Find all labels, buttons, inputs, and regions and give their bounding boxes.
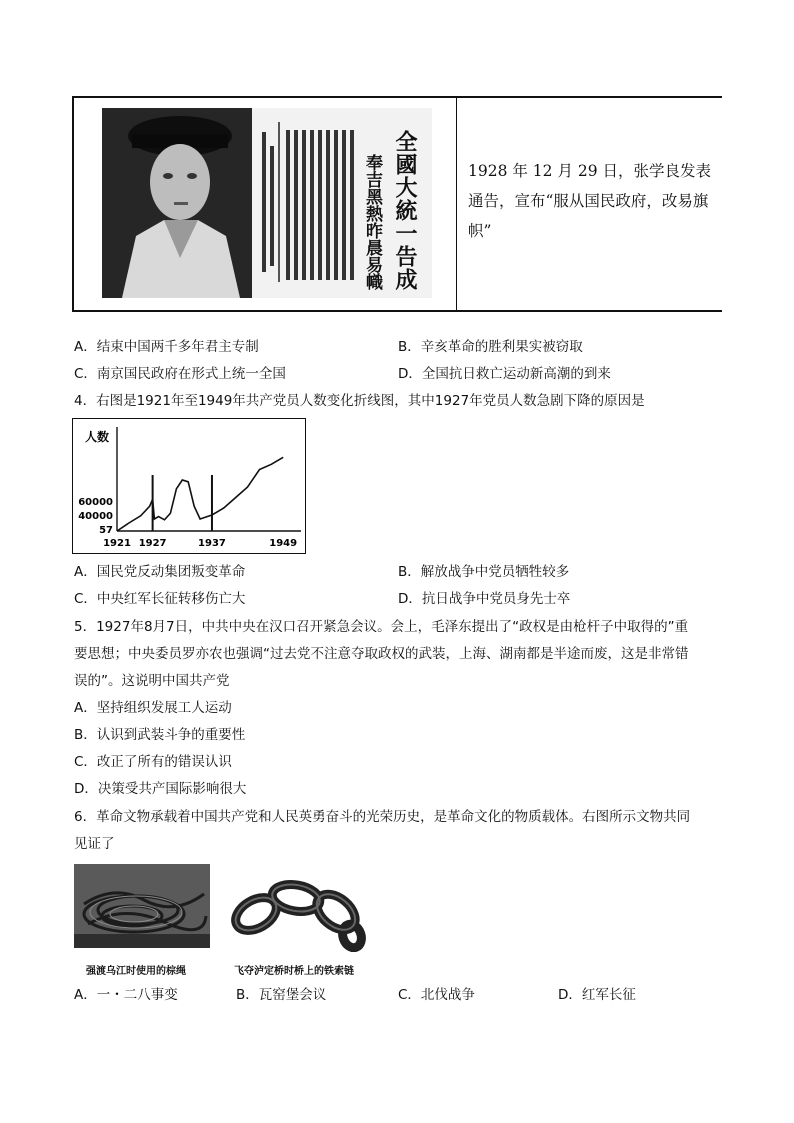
- party-membership-chart: [72, 418, 306, 554]
- palm-rope-photo: [74, 864, 210, 948]
- q3-option-b: B．辛亥革命的胜利果实被窃取: [398, 339, 583, 355]
- q5-stem-line-2: 要思想；中央委员罗亦农也强调“过去党不注意夺取政权的武装，上海、湖南都是半途而废，这是非常错: [74, 646, 689, 662]
- q6-option-c: C．北伐战争: [398, 987, 475, 1003]
- q5-option-d: D．决策受共产国际影响很大: [74, 781, 247, 797]
- q5-option-a: A．坚持组织发展工人运动: [74, 700, 232, 716]
- chart-series-line-0: [117, 457, 283, 531]
- chart-x-tick-label: 1927: [138, 538, 167, 549]
- q3-option-d: D．全国抗日救亡运动新高潮的到来: [398, 366, 611, 382]
- q3-option-c: C．南京国民政府在形式上统一全国: [74, 366, 286, 382]
- chart-y-label: 人数: [85, 430, 110, 444]
- q6-stem-line-2: 见证了: [74, 836, 115, 852]
- newspaper-body-text-image: [260, 126, 356, 286]
- q5-stem-line-3: 误的”。这说明中国共产党: [74, 673, 230, 689]
- portrait-photo: [102, 108, 252, 298]
- newspaper-clipping-image: [102, 108, 432, 298]
- q4-stem: 4．右图是1921年至1949年共产党员人数变化折线图，其中1927年党员人数急剧下降的原因是: [74, 393, 645, 409]
- q5-stem-line-1: 5．1927年8月7日，中共中央在汉口召开紧急会议。会上，毛泽东提出了“政权是由枪杆子中取得的”重: [74, 619, 689, 635]
- q3-figure-description: 1928 年 12 月 29 日，张学良发表通告，宣布“服从国民政府，改易旗帜”: [468, 162, 712, 240]
- q6-option-a: A．一・二八事变: [74, 987, 178, 1003]
- chart-x-tick-label: 1937: [198, 538, 226, 549]
- newspaper-headline: 全國大統一告成: [392, 130, 418, 291]
- chart-y-tick-label: 40000: [78, 511, 113, 522]
- q6-stem-line-1: 6．革命文物承载着中国共产党和人民英勇奋斗的光荣历史，是革命文化的物质载体。右图所示文物共同: [74, 809, 691, 825]
- newspaper-subheadline: 奉吉黑熱昨晨易幟: [362, 154, 382, 290]
- q5-option-b: B．认识到武装斗争的重要性: [74, 727, 246, 743]
- q5-option-c: C．改正了所有的错误认识: [74, 754, 232, 770]
- iron-chain-photo: [226, 862, 368, 952]
- q4-option-b: B．解放战争中党员牺牲较多: [398, 564, 570, 580]
- chart-y-tick-label: 60000: [78, 497, 113, 508]
- q4-option-c: C．中央红军长征转移伤亡大: [74, 591, 246, 607]
- q4-option-a: A．国民党反动集团叛变革命: [74, 564, 246, 580]
- q6-option-d: D．红军长征: [558, 987, 636, 1003]
- chart-x-tick-label: 1921: [103, 538, 131, 549]
- rope-caption: 强渡乌江时使用的棕绳: [86, 966, 186, 977]
- q4-option-d: D．抗日战争中党员身先士卒: [398, 591, 571, 607]
- q6-option-b: B．瓦窑堡会议: [236, 987, 327, 1003]
- q3-figure-divider: [456, 96, 457, 312]
- chain-caption: 飞夺泸定桥时桥上的铁索链: [234, 966, 354, 977]
- chart-x-tick-label: 1949: [269, 538, 298, 549]
- q3-option-a: A．结束中国两千多年君主专制: [74, 339, 259, 355]
- chart-y-tick-label: 57: [99, 525, 113, 536]
- chart-canvas: [73, 419, 307, 555]
